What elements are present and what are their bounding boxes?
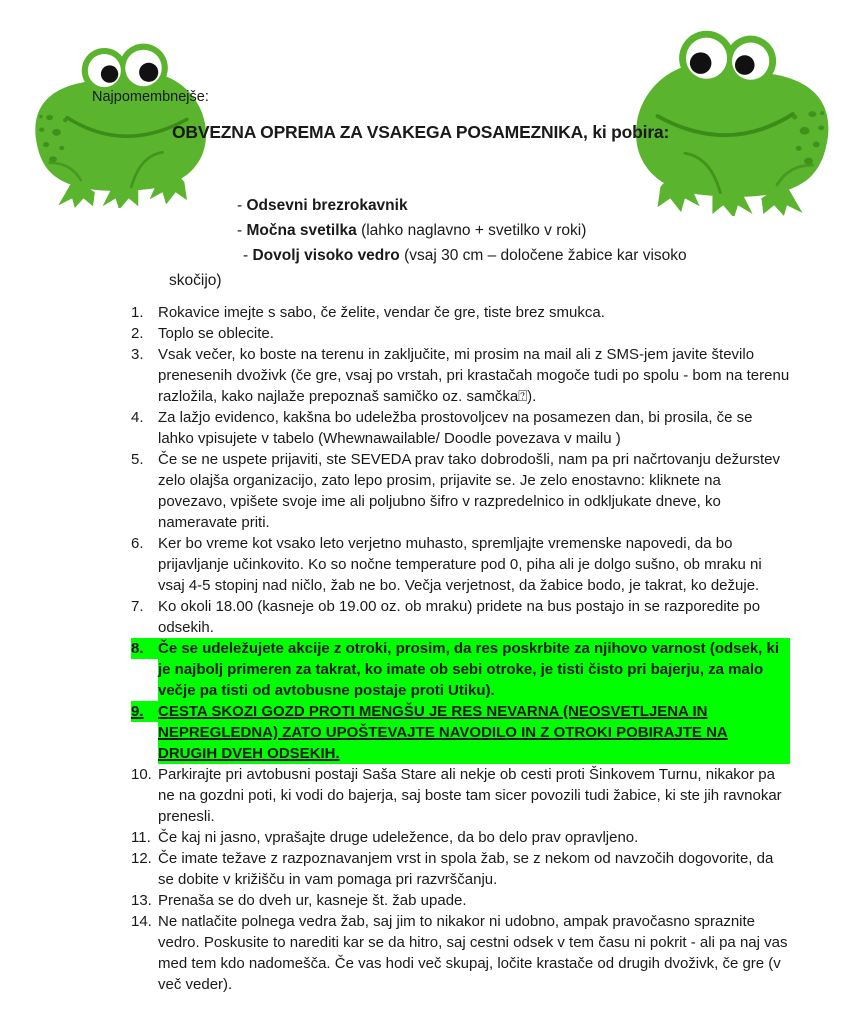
bullet-dash: - — [237, 197, 243, 214]
list-item-text: Rokavice imejte s sabo, če želite, vendar če gre, tiste brez smukca. — [158, 304, 605, 321]
list-item-number: 13. — [131, 892, 152, 909]
bullet-dash: - — [237, 222, 243, 239]
list-item — [131, 302, 821, 323]
list-item — [131, 533, 821, 596]
page-title: OBVEZNA OPREMA ZA VSAKEGA POSAMEZNIKA, ki pobira: — [172, 122, 670, 142]
list-item — [131, 911, 821, 995]
list-item — [131, 596, 821, 638]
bullet-dash: - — [243, 247, 249, 264]
list-item-text: Za lažjo evidenco, kakšna bo udeležba prostovoljcev na posamezen dan, bi prosila, če se lahko vpisujete v tabelo (Whewnawailable/ Doodle povezava v mailu ) — [158, 409, 753, 447]
list-item-number: 6. — [131, 535, 144, 552]
list-item-number: 10. — [131, 766, 152, 783]
list-item-text: Prenaša se do dveh ur, kasneje št. žab upade. — [158, 892, 467, 909]
list-item-number: 12. — [131, 850, 152, 867]
list-item — [131, 638, 821, 701]
list-item-text: Toplo se oblecite. — [158, 325, 274, 342]
equipment-item-bold: Dovolj visoko vedro — [252, 247, 400, 264]
equipment-item-bold: Odsevni brezrokavnik — [246, 197, 408, 214]
list-item — [131, 449, 821, 533]
list-item-number: 7. — [131, 598, 144, 615]
equipment-item — [237, 218, 749, 243]
equipment-wrap-line: skočijo) — [169, 272, 222, 289]
equipment-item-rest: (lahko naglavno + svetilko v roki) — [356, 222, 587, 239]
list-item-text: Če imate težave z razpoznavanjem vrst in spola žab, se z nekom od navzočih dogovorite, da se dobite v križišču in vam pomaga pri razvrščanju. — [158, 850, 774, 888]
equipment-item — [237, 193, 749, 218]
list-item-text: Vsak večer, ko boste na terenu in zaključite, mi prosim na mail ali z SMS-jem javite število prenesenih dvoživk (če gre, vsaj po vrstah, pri krastačah mogoče tudi po spolu - bom na terenu razložila, kako najlaže prepoznaš samičko oz. samčka⍰). — [158, 346, 790, 405]
list-item-number: 8. — [131, 638, 158, 659]
equipment-list — [169, 193, 749, 293]
list-item — [131, 848, 821, 890]
list-item-text: Parkirajte pri avtobusni postaji Saša Stare ali nekje ob cesti proti Šinkovem Turnu, nikakor pa ne na gozdni poti, ki vodi do bajerja, saj boste tam sicer povozili tudi žabice, ki ste jih ravnokar prenesli. — [158, 766, 782, 825]
equipment-item — [243, 243, 749, 268]
list-item-number: 2. — [131, 325, 144, 342]
list-item-number: 14. — [131, 913, 152, 930]
list-item-number: 3. — [131, 346, 144, 363]
list-item-text: Če se ne uspete prijaviti, ste SEVEDA prav tako dobrodošli, nam pa pri načrtovanju dežurstev zelo olajša organizacijo, zato lepo prosim, prijavite se. Je zelo enostavno: kliknete na povezavo, vpišete svoje ime ali poljubno šifro v razpredelnico in odkljukate dneve, ko nameravate priti. — [158, 451, 780, 531]
list-item-text: Ko okoli 18.00 (kasneje ob 19.00 oz. ob mraku) pridete na bus postajo in se razporedite po odsekih. — [158, 598, 761, 636]
list-item — [131, 764, 821, 827]
frog-icon — [20, 34, 220, 208]
list-item-number: 5. — [131, 451, 144, 468]
list-item-text: Če kaj ni jasno, vprašajte druge udeležence, da bo delo prav opravljeno. — [158, 829, 639, 846]
instructions-list — [131, 302, 821, 995]
list-item-text: Ker bo vreme kot vsako leto verjetno muhasto, spremljajte vremenske napovedi, da bo prijavljanje učinkovito. Ko so nočne temperature pod 0, piha ali je dolgo sušno, ob mraku ni vsaj 4-5 stopinj nad ničlo, žab ne bo. Večja verjetnost, da žabice bodo, je takrat, ko dežuje. — [158, 535, 762, 594]
list-item-number: 4. — [131, 409, 144, 426]
list-item-text: Če se udeležujete akcije z otroki, prosim, da res poskrbite za njihovo varnost (odsek, ki je najbolj primeren za takrat, ko imate ob sebi otroke, je tisti čisto pri bajerju, za malo večje pa tisti od avtobusne postaje proti Utiku). — [158, 638, 790, 701]
top-label: Najpomembnejše: — [92, 89, 209, 105]
list-item — [131, 344, 821, 407]
list-item-number: 1. — [131, 304, 144, 321]
list-item-number: 11. — [131, 829, 151, 846]
list-item-number: 9. — [131, 701, 158, 722]
list-item-text: Ne natlačite polnega vedra žab, saj jim to nikakor ni udobno, ampak pravočasno spraznite vedro. Poskusite to narediti kar se da hitro, saj cestni odsek v tem času ni pokrit - ali pa naj vas med tem kdo nadomešča. Če vas hodi več skupaj, ločite krastače od drugih dvoživk, če gre (v več veder). — [158, 913, 788, 993]
list-item — [131, 407, 821, 449]
frog-icon — [614, 20, 852, 216]
equipment-item-bold: Močna svetilka — [246, 222, 357, 239]
list-item — [131, 323, 821, 344]
equipment-item-rest: (vsaj 30 cm – določene žabice kar visoko — [399, 247, 687, 264]
list-item-text: CESTA SKOZI GOZD PROTI MENGŠU JE RES NEVARNA (NEOSVETLJENA IN NEPREGLEDNA) ZATO UPOŠTEVAJTE NAVODILO IN Z OTROKI POBIRAJTE NA DRUGIH DVEH ODSEKIH. — [158, 701, 790, 764]
list-item — [131, 827, 821, 848]
list-item — [131, 890, 821, 911]
list-item — [131, 701, 821, 764]
